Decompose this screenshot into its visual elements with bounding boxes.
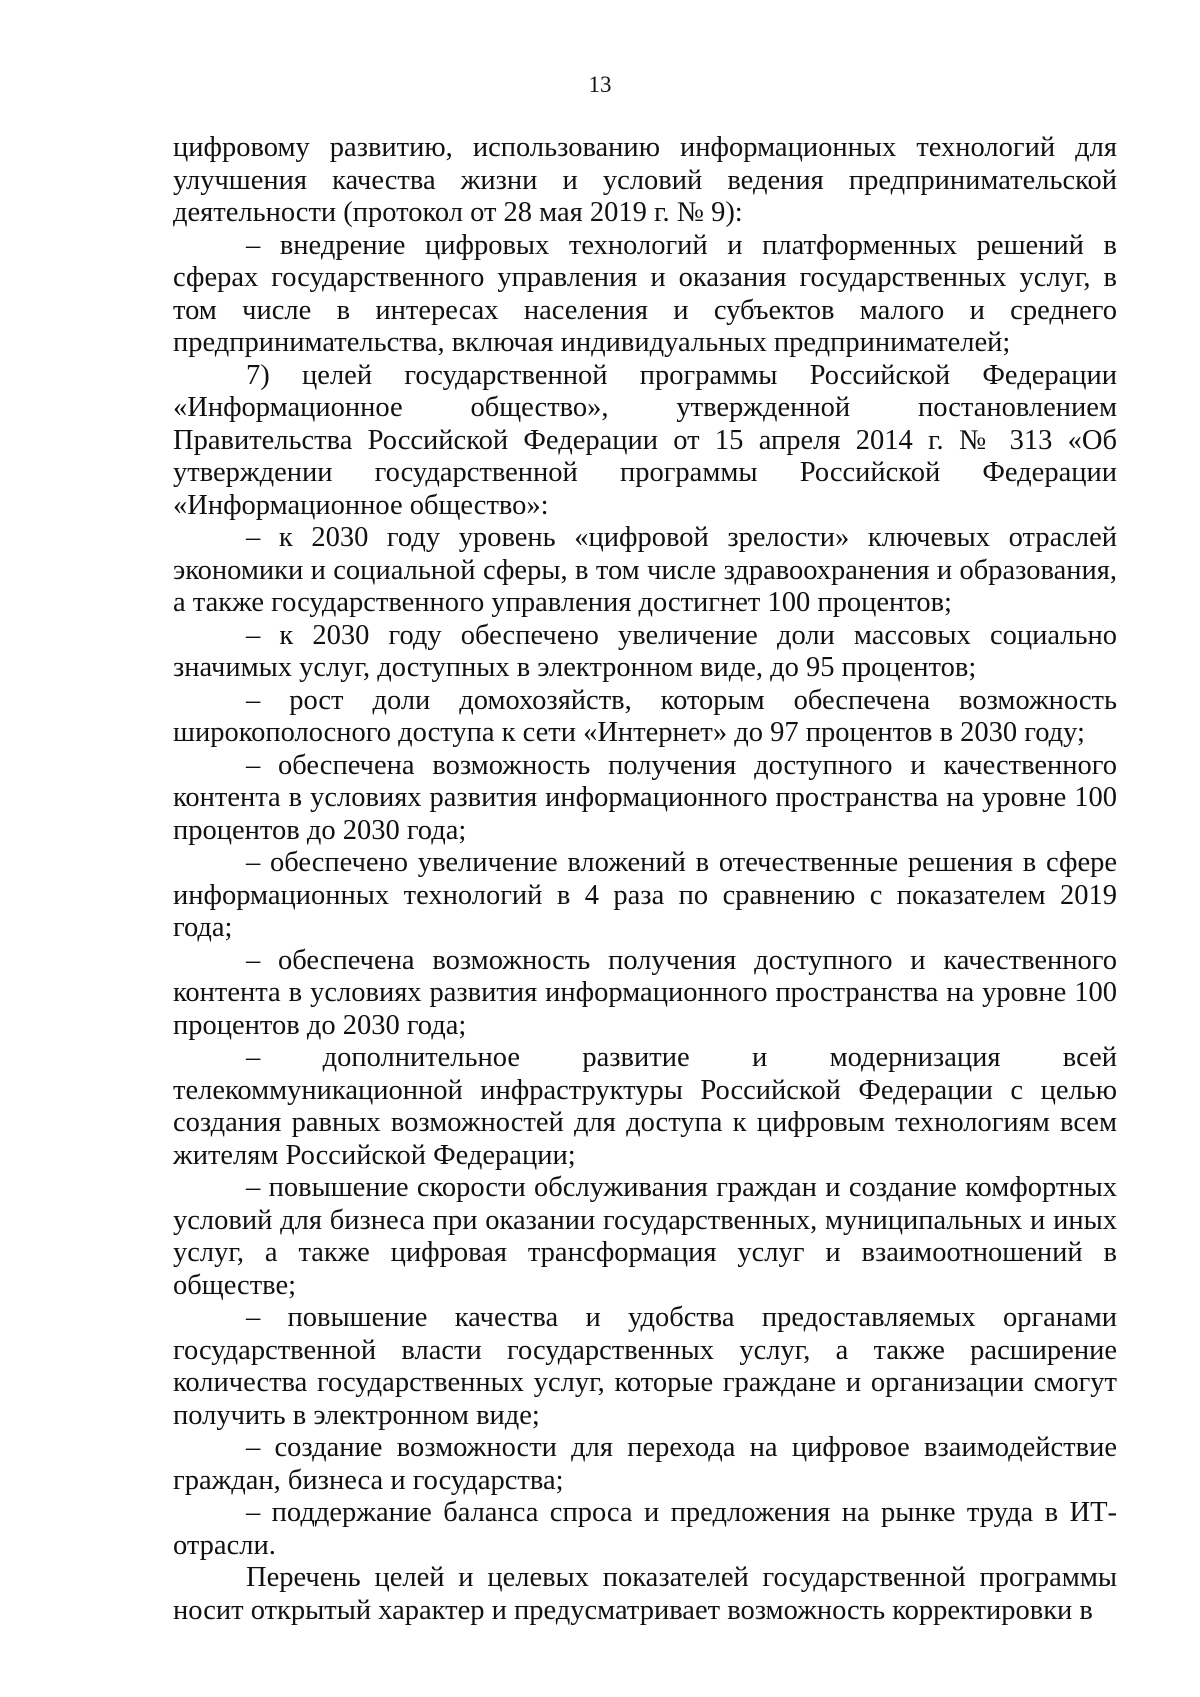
list-item-service-quality: – повышение качества и удобства предоставляемых органами государственной власти государственных услуг, а также расширение количества государственных услуг, которые граждане и организации смогут получить в электронном виде; — [173, 1302, 1117, 1431]
list-item-digital-technologies: – внедрение цифровых технологий и платформенных решений в сферах государственного управления и оказания государственных услуг, в том числе в интересах населения и субъектов малого и среднего предпринимательства, включая индивидуальных предпринимателей; — [173, 229, 1117, 358]
list-item-content-access-repeat: – обеспечена возможность получения доступного и качественного контента в условиях развития информационного пространства на уровне 100 процентов до 2030 года; — [173, 944, 1117, 1041]
list-item-digital-interaction: – создание возможности для перехода на цифровое взаимодействие граждан, бизнеса и государства; — [173, 1432, 1117, 1496]
list-item-telecom-infrastructure: – дополнительное развитие и модернизация всей телекоммуникационной инфраструктуры Российской Федерации с целью создания равных возможностей для доступа к цифровым технологиям всем жителям Российской Федерации; — [173, 1042, 1117, 1171]
paragraph-program-goals: 7) целей государственной программы Российской Федерации «Информационное общество», утвержденной постановлением Правительства Российской Федерации от 15 апреля 2014 г. № 313 «Об утверждении государственной программы Российской Федерации «Информационное общество»: — [173, 359, 1117, 521]
list-item-broadband-access: – рост доли домохозяйств, которым обеспечена возможность широкополосного доступа к сети «Интернет» до 97 процентов в 2030 году; — [173, 684, 1117, 748]
page-number: 13 — [588, 72, 612, 97]
paragraph-goals-list: Перечень целей и целевых показателей государственной программы носит открытый характер и предусматривает возможность корректировки в — [173, 1562, 1117, 1626]
paragraph-continuation: цифровому развитию, использованию информационных технологий для улучшения качества жизни и условий ведения предпринимательской деятельности (протокол от 28 мая 2019 г. № 9): — [173, 132, 1117, 228]
list-item-service-speed: – повышение скорости обслуживания граждан и создание комфортных условий для бизнеса при оказании государственных, муниципальных и иных услуг, а также цифровая трансформация услуг и взаимоотношений в обществе; — [173, 1172, 1117, 1301]
list-item-content-access: – обеспечена возможность получения доступного и качественного контента в условиях развития информационного пространства на уровне 100 процентов до 2030 года; — [173, 749, 1117, 846]
list-item-digital-maturity: – к 2030 году уровень «цифровой зрелости» ключевых отраслей экономики и социальной сферы, в том числе здравоохранения и образования, а также государственного управления достигнет 100 процентов; — [173, 522, 1117, 618]
list-item-it-labor-market: – поддержание баланса спроса и предложения на рынке труда в ИТ-отрасли. — [173, 1497, 1117, 1561]
list-item-electronic-services: – к 2030 году обеспечено увеличение доли массовых социально значимых услуг, доступных в электронном виде, до 95 процентов; — [173, 619, 1117, 683]
list-item-domestic-solutions: – обеспечено увеличение вложений в отечественные решения в сфере информационных технологий в 4 раза по сравнению с показателем 2019 года; — [173, 847, 1117, 943]
document-body — [173, 132, 1117, 1627]
